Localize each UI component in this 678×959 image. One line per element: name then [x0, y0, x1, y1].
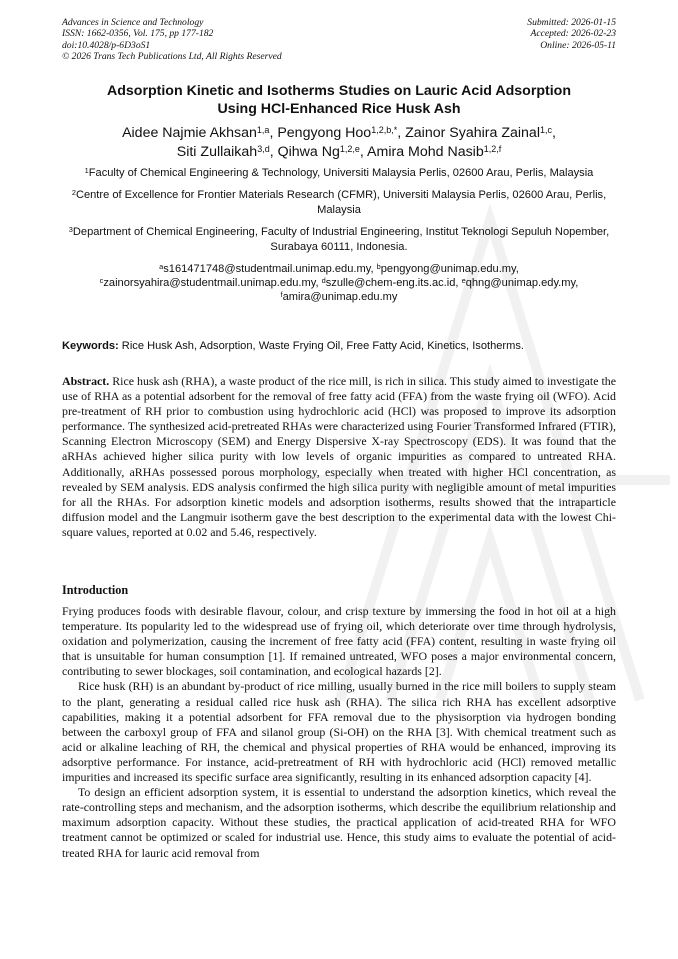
author-name: Zainor Syahira Zainal	[405, 125, 540, 141]
submitted-date: Submitted: 2026-01-15	[527, 17, 616, 28]
online-date: Online: 2026-05-11	[540, 39, 616, 51]
author-sep: ,	[269, 144, 278, 160]
keywords-label: Keywords:	[62, 340, 119, 352]
author	[177, 144, 278, 160]
keywords-text: Rice Husk Ash, Adsorption, Waste Frying Oil, Free Fatty Acid, Kinetics, Isotherms.	[118, 340, 524, 352]
author-sup: 3,d	[257, 143, 270, 154]
email-sup: c	[99, 275, 104, 285]
affiliation-text: Centre of Excellence for Frontier Materials Research (CFMR), Universiti Malaysia Perlis, 02600 Arau, Perlis, Malaysia	[75, 189, 607, 216]
affiliation-text: Department of Chemical Engineering, Faculty of Industrial Engineering, Institut Teknologi Sepuluh Nopember, Surabaya 60111, Indonesia.	[72, 226, 610, 253]
email-link[interactable]: qhng@unimap.edy.my	[465, 277, 576, 290]
email-sup: b	[376, 261, 381, 271]
email-link[interactable]: pengyong@unimap.edu.my	[380, 263, 516, 275]
author-sep: ,	[551, 125, 556, 141]
accepted-date: Accepted: 2026-02-23	[530, 28, 616, 40]
author-sup: 1,a	[256, 124, 270, 135]
abstract-label: Abstract.	[62, 374, 110, 388]
keywords	[62, 339, 616, 354]
author-name: Siti Zullaikah	[176, 144, 258, 160]
author-line-2	[62, 143, 616, 162]
email-sup: d	[321, 275, 326, 285]
author-emails	[62, 262, 616, 305]
affiliations	[62, 166, 616, 305]
author-list	[62, 124, 616, 162]
journal-info	[62, 17, 282, 62]
email-line: $^a$s161471748@studentmail.unimap.edu.my, $^b$pengyong@unimap.edu.my,	[159, 261, 519, 275]
journal-name: Advances in Science and Technology	[62, 17, 204, 28]
affiliation	[62, 166, 616, 181]
author-sep: ,	[269, 125, 278, 141]
paragraph: Rice husk (RH) is an abundant by-product of rice milling, usually burned in the rice mill boilers to supply steam to the plant, generating a residual called rice husk ash (RHA). The silica rich RHA has excellent adsorptive capabilities, making it a potential adsorbent for FFA removal due to the physisorption via hydrogen bonding between the carboxyl group of FFA and silanol group (Si-OH) on the RHA [3]. With chemical treatment such as acid or alkaline leaching of RH, the chemical and physical properties of RHA would be enhanced, improving its adsorptive performance. For instance, acid-pretreatment of RH with hydrochloric acid (HCl) removed metallic impurities and increased its specific surface area significantly, resulting in its enhanced adsorption capacity [4].	[62, 679, 616, 785]
title-line-1: Adsorption Kinetic and Isotherms Studies on Lauric Acid Adsorption	[106, 83, 572, 99]
journal-doi[interactable]: doi:10.4028/p-6D3oS1	[62, 39, 151, 51]
email-line: $^c$zainorsyahira@studentmail.unimap.edu.my, $^d$szulle@chem-eng.its.ac.id, $^e$qhng@unimap.edy.my,	[99, 275, 579, 290]
publication-dates	[527, 17, 616, 51]
paper-title	[62, 82, 616, 118]
title-line-2: Using HCl-Enhanced Rice Husk Ash	[217, 101, 461, 117]
author-line-1	[62, 124, 616, 143]
journal-issn: ISSN: 1662-0356, Vol. 175, pp 177-182	[62, 28, 214, 40]
email-sup: e	[461, 275, 466, 285]
abstract-text: Rice husk ash (RHA), a waste product of the rice mill, is rich in silica. This study aimed to investigate the use of RHA as a potential adsorbent for the removal of free fatty acid (FFA) from the waste frying oil (WFO). Acid pre-treatment of RH prior to combustion using hydrochloric acid (HCl) was proposed to improve its adsorption performance. The synthesized acid-pretreated RHAs were characterized using Fourier Transformed Infrared (FTIR), Scanning Electron Microscopy (SEM) and Energy Dispersive X-ray Spectroscopy (EDS). It was found that the aRHAs achieved higher silica purity with low levels of organic impurities as compared to untreated RHA. Additionally, aRHAs possessed porous morphology, especially when treated with higher HCl concentration, as revealed by SEM analysis. EDS analysis confirmed the high silica purity with negligible amount of metal impurities for all the RHAs. For adsorption kinetic models and adsorption isotherms, results showed that the intraparticle diffusion model and the Langmuir isotherm gave the best description to the experimental data with the lowest Chi-square values, reported at 0.02 and 5.46, respectively.	[62, 374, 616, 539]
email-link[interactable]: zainorsyahira@studentmail.unimap.edu.my	[103, 277, 316, 290]
author	[122, 125, 277, 141]
author-name: Pengyong Hoo	[277, 125, 372, 141]
affiliation-text: Faculty of Chemical Engineering & Technology, Universiti Malaysia Perlis, 02600 Arau, Perlis, Malaysia	[88, 167, 594, 179]
affiliation-sup: 3	[68, 224, 73, 234]
journal-header	[62, 17, 616, 62]
affiliation	[62, 225, 616, 255]
section-heading-introduction: Introduction	[62, 583, 129, 597]
email-sup: f	[280, 290, 283, 300]
affiliation-sup: 2	[71, 187, 76, 197]
email-line	[62, 290, 616, 304]
email-link[interactable]: amira@unimap.edu.my	[282, 291, 398, 304]
author	[405, 125, 556, 141]
author-name: Aidee Najmie Akhsan	[122, 125, 257, 141]
author-name: Amira Mohd Nasib	[367, 144, 484, 160]
author-sup: 1,2,e	[339, 143, 360, 154]
author-name: Qihwa Ng	[277, 144, 340, 160]
author-sep: ,	[397, 125, 406, 141]
author-sup: 1,2,b,*	[371, 124, 398, 135]
author-sup: 1,2,f	[483, 143, 502, 154]
abstract	[62, 374, 616, 540]
author-sep: ,	[359, 144, 368, 160]
paragraph: To design an efficient adsorption system, it is essential to understand the adsorption kinetics, which reveal the rate-controlling steps and mechanism, and the adsorption isotherms, which describe the equilibrium relationship and maximum adsorption capacity. Without these studies, the practical application of acid-treated RHA for WFO treatment cannot be optimized or scaled for industrial use. Hence, this study aims to evaluate the potential of acid-treated RHA for lauric acid removal from	[62, 785, 616, 860]
email-sup: a	[159, 261, 164, 271]
author	[277, 125, 405, 141]
affiliation	[62, 188, 616, 218]
introduction-body	[62, 604, 616, 861]
affiliation-sup: 1	[84, 165, 89, 175]
author	[367, 144, 501, 160]
email-link[interactable]: s161471748@studentmail.unimap.edu.my	[163, 263, 371, 275]
journal-copyright: © 2026 Trans Tech Publications Ltd, All Rights Reserved	[62, 50, 282, 62]
email-link[interactable]: szulle@chem-eng.its.ac.id	[325, 277, 456, 290]
paragraph: Frying produces foods with desirable flavour, colour, and crisp texture by immersing the food in hot oil at a high temperature. Its popularity led to the widespread use of frying oil, which deteriorate over time through hydrolysis, oxidation and polymerization, causing the increment of free fatty acid (FFA) content, resulting in waste frying oil that is unsuitable for human consumption [1]. If remained untreated, WFO poses a major environmental concern, contributing to sewer blockages, soil contamination, and ecological hazards [2].	[62, 604, 616, 679]
author	[278, 144, 367, 160]
author-sup: 1,c	[539, 124, 552, 135]
